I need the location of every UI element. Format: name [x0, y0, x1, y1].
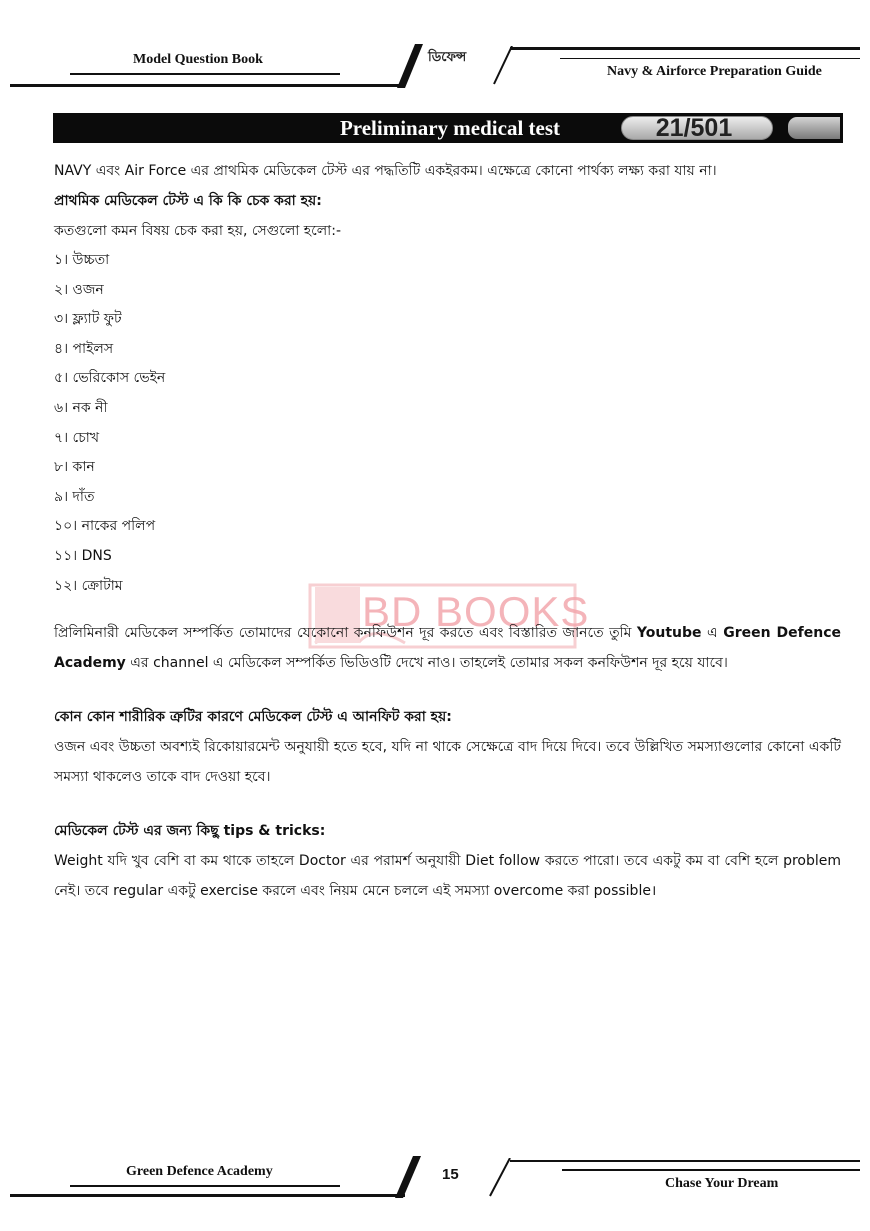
- banner-code: 21/501: [655, 114, 733, 142]
- header-slash-left: [395, 44, 425, 88]
- intro-paragraph: NAVY এবং Air Force এর প্রাথমিক মেডিকেল টেস্ট এর পদ্ধতিটি একইরকম। এক্ষেত্রে কোনো পার্থক্য লক্ষ্য করা যায় না।: [54, 163, 717, 179]
- footer-left-text: Green Defence Academy: [126, 1164, 273, 1179]
- youtube-paragraph-part3: এর channel এ মেডিকেল সম্পর্কিত ভিডিওটি দেখে নাও। তাহলেই তোমার সকল কনফিউশন দূর হয়ে যাবে।: [125, 655, 728, 672]
- checkup-list: [54, 246, 841, 601]
- youtube-paragraph: [54, 618, 841, 678]
- list-item: ৮। কান: [54, 459, 95, 476]
- youtube-paragraph-part2: এ: [701, 625, 724, 642]
- title-banner: [53, 113, 843, 143]
- section3-heading: মেডিকেল টেস্ট এর জন্য কিছু tips & tricks:: [54, 823, 326, 840]
- watermark-text: BD BOOKS: [362, 588, 590, 635]
- list-item: ১০। নাকের পলিপ: [54, 518, 156, 535]
- header-left-rule-bottom: [10, 84, 405, 87]
- youtube-paragraph-part1: প্রিলিমিনারী মেডিকেল সম্পর্কিত তোমাদের যেকোনো কনফিউশন দূর করতে এবং বিস্তারিত জানতে তুমি: [54, 625, 637, 642]
- section1-lead: কতগুলো কমন বিষয় চেক করা হয়, সেগুলো হলো:-: [54, 223, 342, 239]
- list-item: ১। উচ্চতা: [54, 252, 110, 268]
- footer-right-text: Chase Your Dream: [665, 1176, 779, 1191]
- list-item: ৬। নক নী: [54, 399, 108, 416]
- list-item: ১১। DNS: [54, 547, 112, 564]
- footer-right-rule-thin: [562, 1169, 860, 1171]
- header-left-title: Model Question Book: [133, 52, 263, 67]
- list-item: ১২। ক্রোটাম: [54, 577, 123, 594]
- footer-left-rule-top: [70, 1185, 340, 1187]
- banner-title: Preliminary medical test: [339, 116, 561, 140]
- section3-body: Weight যদি খুব বেশি বা কম থাকে তাহলে Doctor এর পরামর্শ অনুযায়ী Diet follow করতে পারো। তবে একটু কম বা বেশি হলে problem নেই। তবে regular একটু exercise করলে এবং নিয়ম মেনে চললে এই সমস্যা overcome করা possible।: [54, 853, 841, 900]
- header-slash-right: [492, 46, 514, 86]
- header-logo: [428, 46, 488, 76]
- header-right-rule-top: [510, 47, 860, 50]
- page-number: 15: [442, 1166, 459, 1183]
- banner-end-decoration: [788, 117, 840, 139]
- youtube-word: Youtube: [636, 625, 702, 642]
- list-item: ৫। ভেরিকোস ভেইন: [54, 370, 166, 387]
- page-content: [54, 156, 841, 906]
- academy-name: Green Defence Academy: [54, 625, 841, 672]
- list-item: ৩। ফ্ল্যাট ফুট: [54, 311, 122, 328]
- list-item: ৭। চোখ: [54, 429, 100, 446]
- list-item: ২। ওজন: [54, 281, 104, 298]
- section2-heading: কোন কোন শারীরিক ত্রুটির কারণে মেডিকেল টেস্ট এ আনফিট করা হয়:: [54, 709, 452, 726]
- footer-slash-left: [393, 1156, 423, 1198]
- footer-slash-right: [488, 1158, 512, 1198]
- footer-left-rule-bottom: [10, 1194, 405, 1197]
- footer-right-rule-top: [510, 1160, 860, 1162]
- section2-body: ওজন এবং উচ্চতা অবশ্যই রিকোয়ারমেন্ট অনুযায়ী হতে হবে, যদি না থাকে সেক্ষেত্রে বাদ দিয়ে দিবে। তবে উল্লিখিত সমস্যাগুলোর কোনো একটি সমস্যা থাকলেও তাকে বাদ দেওয়া হবে।: [54, 739, 841, 786]
- list-item: ৯। দাঁত: [54, 488, 95, 505]
- header-right-title: Navy & Airforce Preparation Guide: [607, 64, 822, 79]
- header-left-rule-top: [70, 73, 340, 75]
- header-right-rule-thin: [560, 58, 860, 59]
- section1-heading: প্রাথমিক মেডিকেল টেস্ট এ কি কি চেক করা হয়:: [54, 193, 322, 209]
- list-item: ৪। পাইলস: [54, 340, 114, 357]
- header-logo-text: ডিফেন্স: [428, 50, 467, 65]
